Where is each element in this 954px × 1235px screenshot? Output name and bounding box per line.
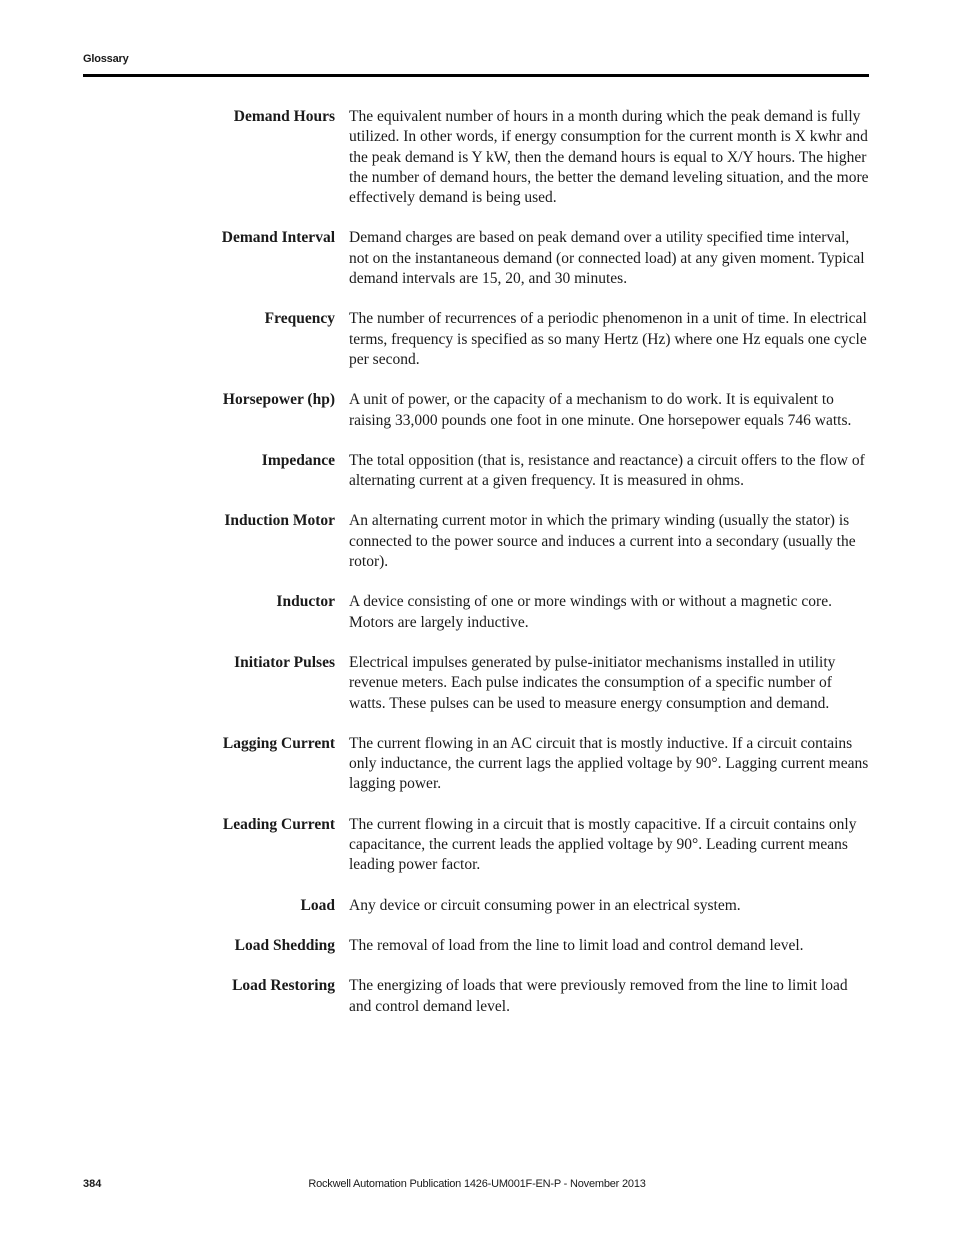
glossary-term: Load Restoring (232, 977, 335, 995)
glossary-definition: A device consisting of one or more windings with or without a magnetic core. Motors are largely inductive. (349, 593, 832, 631)
glossary-entry-frequency (0, 309, 954, 370)
glossary-entry-demand-hours (0, 107, 954, 208)
glossary-definition: The number of recurrences of a periodic phenomenon in a unit of time. In electrical terms, frequency is specified as so many Hertz (Hz) where one Hz equals one cycle per second. (349, 310, 867, 368)
glossary-definition: The current flowing in a circuit that is mostly capacitive. If a circuit contains only capacitance, the current leads the applied voltage by 90°. Leading current means leading power factor. (349, 815, 857, 874)
glossary-definition: The energizing of loads that were previously removed from the line to limit load and control demand level. (349, 977, 848, 1015)
glossary-term: Demand Hours (233, 108, 335, 125)
glossary-definition: The equivalent number of hours in a month during which the peak demand is fully utilized. In other words, if energy consumption for the current month is X kwhr and the peak demand is Y kW, then the demand hours is equal to X/Y hours. The higher the number of demand hours, the better the demand leveling situation, and the more effectively demand is being used. (349, 108, 869, 207)
glossary-term: Demand Interval (221, 229, 335, 247)
glossary-term: Load (300, 896, 335, 914)
glossary-entry-horsepower (0, 390, 954, 431)
glossary-definition: A unit of power, or the capacity of a mechanism to do work. It is equivalent to raising 33,000 pounds one foot in one minute. One horsepower equals 746 watts. (349, 391, 852, 429)
glossary-definition: The current flowing in an AC circuit that is mostly inductive. If a circuit contains only inductance, the current lags the applied voltage by 90°. Lagging current means lagging power. (349, 734, 869, 793)
glossary-term: Initiator Pulses (234, 653, 335, 671)
glossary-term: Frequency (264, 310, 335, 328)
glossary-term: Load Shedding (234, 936, 335, 954)
glossary-term: Inductor (276, 593, 335, 611)
glossary-entry-initiator-pulses (0, 653, 954, 714)
glossary-entry-load (0, 896, 954, 916)
glossary-definition: An alternating current motor in which the primary winding (usually the stator) is connected to the power source and induces a current into a secondary (usually the rotor). (349, 512, 856, 571)
glossary-list (0, 107, 954, 1037)
glossary-term: Leading Current (222, 815, 335, 833)
glossary-entry-demand-interval (0, 228, 954, 289)
header-rule (83, 74, 869, 77)
glossary-entry-inductor (0, 592, 954, 633)
page-number: 384 (83, 1178, 102, 1190)
glossary-term: Induction Motor (224, 512, 335, 530)
glossary-entry-load-shedding (0, 936, 954, 956)
glossary-definition: Demand charges are based on peak demand over a utility specified time interval, not on the instantaneous demand (or connected load) at any given moment. Typical demand intervals are 15, 20, and 30 minutes. (349, 229, 865, 288)
glossary-term: Horsepower (hp) (222, 391, 335, 409)
glossary-term: Lagging Current (222, 734, 335, 752)
glossary-entry-leading-current (0, 815, 954, 876)
glossary-entry-load-restoring (0, 976, 954, 1017)
glossary-entry-impedance (0, 451, 954, 492)
glossary-entry-lagging-current (0, 734, 954, 795)
glossary-definition: The removal of load from the line to limit load and control demand level. (349, 936, 804, 954)
glossary-definition: Any device or circuit consuming power in an electrical system. (349, 896, 741, 914)
glossary-term: Impedance (261, 451, 335, 469)
glossary-definition: The total opposition (that is, resistance and reactance) a circuit offers to the flow of alternating current at a given frequency. It is measured in ohms. (349, 451, 865, 490)
glossary-entry-induction-motor (0, 511, 954, 572)
glossary-definition: Electrical impulses generated by pulse-initiator mechanisms installed in utility revenue meters. Each pulse indicates the consumption of a specific number of watts. These pulses can be used to measure energy consumption and demand. (349, 653, 836, 712)
section-header: Glossary (83, 53, 129, 65)
publication-footer: Rockwell Automation Publication 1426-UM001F-EN-P - November 2013 (308, 1178, 646, 1190)
